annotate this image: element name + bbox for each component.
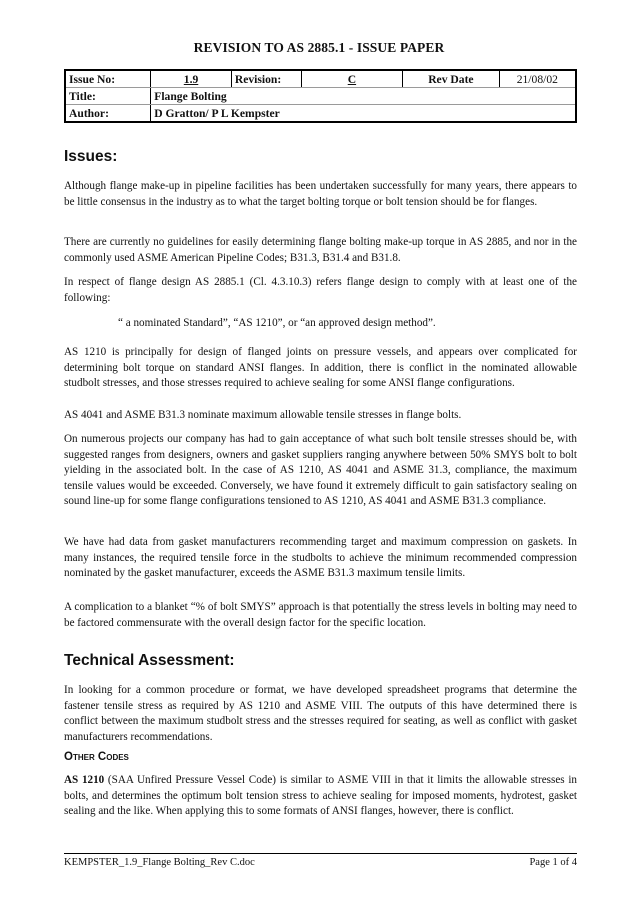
- page-footer: [64, 857, 577, 868]
- other-codes-subheading: Other Codes: [64, 751, 129, 763]
- header-row-author: [65, 105, 576, 123]
- rev-date-value: 21/08/02: [499, 70, 576, 88]
- issues-paragraph-2: There are currently no guidelines for easily determining flange bolting make-up torque in AS 2885, and nor in the commonly used ASME American Pipeline Codes; B31.3, B31.4 and B31.8.: [64, 236, 577, 264]
- rev-date-label: Rev Date: [403, 70, 500, 88]
- issues-quote: “ a nominated Standard”, “AS 1210”, or “an approved design method”.: [118, 317, 436, 329]
- document-title: REVISION TO AS 2885.1 - ISSUE PAPER: [193, 40, 445, 55]
- issue-value: 1.9: [151, 70, 232, 88]
- footer-divider: [64, 853, 577, 854]
- issues-paragraph-3: In respect of flange design AS 2885.1 (Cl. 4.3.10.3) refers flange design to comply with at least one of the following:: [64, 276, 577, 304]
- technical-assessment-heading: Technical Assessment:: [64, 652, 235, 669]
- header-row-issue: [65, 70, 576, 88]
- title-label: Title:: [65, 88, 151, 105]
- revision-label: Revision:: [231, 70, 301, 88]
- revision-value: C: [301, 70, 402, 88]
- title-value: Flange Bolting: [151, 88, 576, 105]
- footer-filename: KEMPSTER_1.9_Flange Bolting_Rev C.doc: [64, 857, 255, 868]
- issues-paragraph-8: A complication to a blanket “% of bolt SMYS” approach is that potentially the stress levels in bolting may need to be factored commensurate with the overall design factor for the specific location.: [64, 601, 577, 629]
- issue-label: Issue No:: [65, 70, 151, 88]
- author-value: D Gratton/ P L Kempster: [151, 105, 576, 123]
- author-label: Author:: [69, 106, 109, 120]
- as1210-text: (SAA Unfired Pressure Vessel Code) is similar to ASME VIII in that it limits the allowable stresses in bolts, and determines the optimum bolt tension stress to achieve sealing for imposed moments, hydrotest, gasket sealing and the like. When applying this to some formats of ANSI flanges, however, there is conflict.: [64, 774, 578, 818]
- as1210-lead: AS 1210: [64, 774, 105, 786]
- issues-heading: Issues:: [64, 148, 118, 165]
- issue-header-table: [64, 69, 577, 123]
- technical-paragraph-1: In looking for a common procedure or format, we have developed spreadsheet programs that determine the fastener tensile stress as required by AS 1210 and ASME VIII. The outputs of this have determined there is conflict between the maximum studbolt stress and the stresses required for seating, as well as conflict with gasket manufacturers recommendations.: [64, 684, 577, 743]
- issues-paragraph-7: We have had data from gasket manufacturers recommending target and maximum compression on gaskets. In many instances, the required tensile force in the studbolts to achieve the minimum recommended compression nominated by the gasket manufacturer, exceeds the ASME B31.3 maximum tensile limits.: [64, 536, 577, 580]
- issues-paragraph-1: Although flange make-up in pipeline facilities has been undertaken successfully for many years, there appears to be little consensus in the industry as to what the target bolting torque or bolt tension should be for flanges.: [64, 180, 577, 208]
- footer-page-number: Page 1 of 4: [529, 857, 577, 868]
- issues-paragraph-6: On numerous projects our company has had to gain acceptance of what such bolt tensile stresses should be, with suggested ranges from designers, owners and gasket suppliers ranging anywhere between 50% SMYS bolt to bolt yielding in the associated bolt. In the case of AS 1210, AS 4041 and ASME 31.3, compliance, the maximum tensile values would be exceeded. Conversely, we have found it extremely difficult to gain satisfactory sealing on sound line-up for some flange configurations tensioned to AS 1210, AS 4041 and ASME B31.3 compliance.: [64, 433, 577, 508]
- issues-paragraph-4: AS 1210 is principally for design of flanged joints on pressure vessels, and appears over complicated for determining bolt torque on standard ANSI flanges. In addition, there is conflict in the nominated allowable studbolt stresses, and those stresses required to achieve sealing for some ANSI flange configurations.: [64, 346, 577, 390]
- technical-paragraph-2: [64, 773, 577, 820]
- header-row-title: [65, 88, 576, 105]
- issues-paragraph-5: AS 4041 and ASME B31.3 nominate maximum allowable tensile stresses in flange bolts.: [64, 409, 462, 421]
